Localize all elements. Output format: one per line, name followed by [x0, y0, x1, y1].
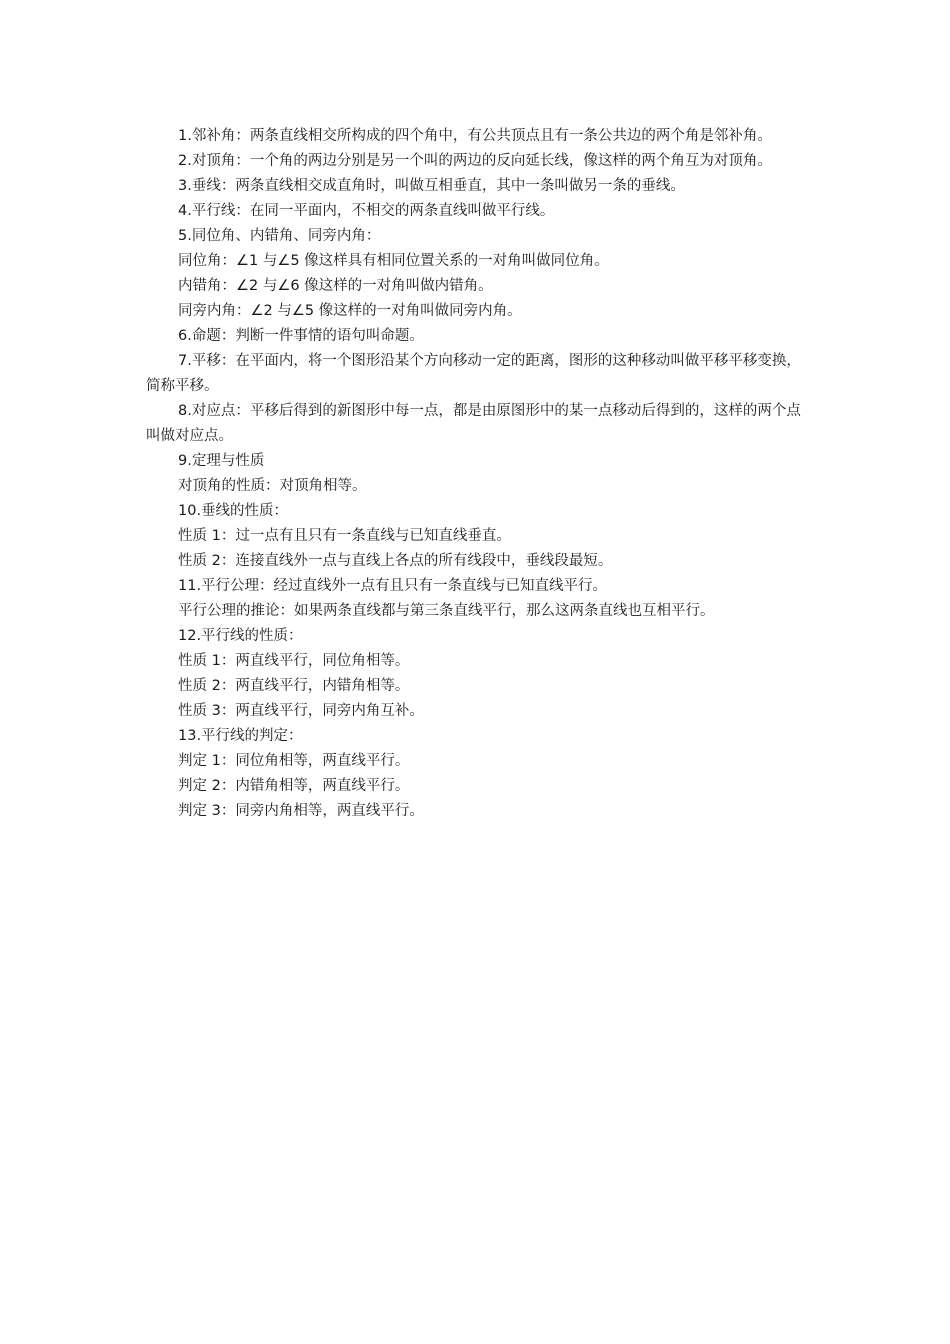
definition-same-side-interior-angles: 同旁内角：∠2 与∠5 像这样的一对角叫做同旁内角。 [178, 303, 522, 319]
parallel-axiom-corollary: 平行公理的推论：如果两条直线都与第三条直线平行，那么这两条直线也互相平行。 [178, 603, 715, 619]
definition-alternate-interior-angles: 内错角：∠2 与∠6 像这样的一对角叫做内错角。 [178, 278, 493, 294]
parallel-criterion-3: 判定 3：同旁内角相等，两直线平行。 [178, 803, 424, 819]
perpendicular-property-1: 性质 1：过一点有且只有一条直线与已知直线垂直。 [178, 528, 511, 544]
definition-corresponding-points: 8.对应点：平移后得到的新图形中每一点，都是由原图形中的某一点移动后得到的，这样的两个点叫做对应点。 [146, 403, 801, 444]
property-vertical-angles: 对顶角的性质：对顶角相等。 [178, 478, 367, 494]
parallel-property-1: 性质 1：两直线平行，同位角相等。 [178, 653, 410, 669]
parallel-property-3: 性质 3：两直线平行，同旁内角互补。 [178, 703, 424, 719]
heading-theorems: 9.定理与性质 [178, 453, 265, 469]
parallel-criterion-1: 判定 1：同位角相等，两直线平行。 [178, 753, 410, 769]
heading-parallel-properties: 12.平行线的性质： [178, 628, 303, 644]
definition-translation: 7.平移：在平面内，将一个图形沿某个方向移动一定的距离，图形的这种移动叫做平移平移变换，简称平移。 [146, 353, 801, 394]
heading-parallel-criteria: 13.平行线的判定： [178, 728, 303, 744]
heading-perpendicular-properties: 10.垂线的性质： [178, 503, 289, 519]
parallel-axiom: 11.平行公理：经过直线外一点有且只有一条直线与已知直线平行。 [178, 578, 608, 594]
parallel-criterion-2: 判定 2：内错角相等，两直线平行。 [178, 778, 410, 794]
definition-proposition: 6.命题：判断一件事情的语句叫命题。 [178, 328, 424, 344]
definition-vertical-angles: 2.对顶角：一个角的两边分别是另一个叫的两边的反向延长线，像这样的两个角互为对顶角。 [178, 153, 772, 169]
document-body [146, 124, 810, 824]
parallel-property-2: 性质 2：两直线平行，内错角相等。 [178, 678, 410, 694]
perpendicular-property-2: 性质 2：连接直线外一点与直线上各点的所有线段中，垂线段最短。 [178, 553, 613, 569]
definition-corresponding-angles: 同位角：∠1 与∠5 像这样具有相同位置关系的一对角叫做同位角。 [178, 253, 609, 269]
definition-perpendicular: 3.垂线：两条直线相交成直角时，叫做互相垂直，其中一条叫做另一条的垂线。 [178, 178, 685, 194]
heading-angle-types: 5.同位角、内错角、同旁内角： [178, 228, 381, 244]
definition-adjacent-supplementary-angles: 1.邻补角：两条直线相交所构成的四个角中，有公共顶点且有一条公共边的两个角是邻补角。 [178, 128, 772, 144]
definition-parallel-lines: 4.平行线：在同一平面内，不相交的两条直线叫做平行线。 [178, 203, 555, 219]
